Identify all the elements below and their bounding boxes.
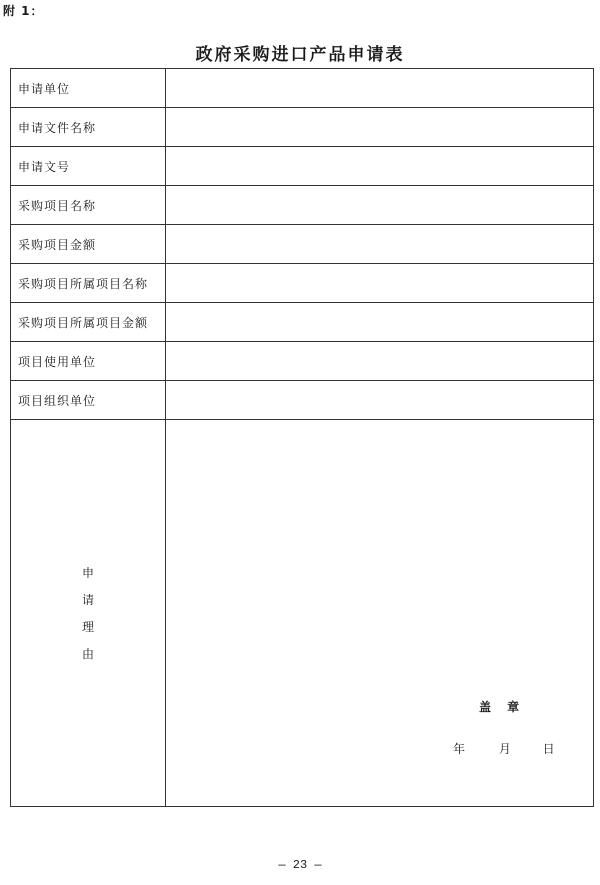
page-number: — 23 — bbox=[278, 858, 322, 872]
date-line bbox=[453, 740, 555, 757]
application-reason-field[interactable] bbox=[166, 420, 594, 807]
form-row bbox=[11, 264, 594, 303]
field-label: 项目组织单位 bbox=[11, 381, 166, 420]
field-label: 采购项目金额 bbox=[11, 225, 166, 264]
reason-label-char: 申 bbox=[81, 566, 94, 580]
parent-project-name-field[interactable] bbox=[166, 264, 594, 303]
project-user-unit-field[interactable] bbox=[166, 342, 594, 381]
year-label: 年 bbox=[453, 742, 466, 756]
procurement-project-amount-field[interactable] bbox=[166, 225, 594, 264]
reason-label-char: 理 bbox=[81, 620, 94, 634]
reason-label-char: 请 bbox=[81, 593, 94, 607]
project-organizer-unit-field[interactable] bbox=[166, 381, 594, 420]
field-label: 申请文件名称 bbox=[11, 108, 166, 147]
field-label: 申请文号 bbox=[11, 147, 166, 186]
form-row bbox=[11, 225, 594, 264]
application-document-name-field[interactable] bbox=[166, 108, 594, 147]
field-label: 申请单位 bbox=[11, 69, 166, 108]
procurement-project-name-field[interactable] bbox=[166, 186, 594, 225]
form-title: 政府采购进口产品申请表 bbox=[195, 45, 405, 65]
field-label: 采购项目名称 bbox=[11, 186, 166, 225]
day-label: 日 bbox=[542, 742, 555, 756]
form-row bbox=[11, 186, 594, 225]
application-form-table bbox=[10, 68, 594, 807]
form-row bbox=[11, 303, 594, 342]
reason-row bbox=[11, 420, 594, 807]
form-row bbox=[11, 147, 594, 186]
application-document-number-field[interactable] bbox=[166, 147, 594, 186]
month-label: 月 bbox=[498, 742, 511, 756]
attachment-label: 附 1： bbox=[3, 4, 44, 18]
reason-label-char: 由 bbox=[81, 647, 94, 661]
stamp-label: 盖 章 bbox=[479, 700, 520, 714]
field-label: 采购项目所属项目名称 bbox=[11, 264, 166, 303]
reason-label bbox=[11, 420, 166, 807]
form-row bbox=[11, 381, 594, 420]
applicant-unit-field[interactable] bbox=[166, 69, 594, 108]
form-row bbox=[11, 342, 594, 381]
field-label: 项目使用单位 bbox=[11, 342, 166, 381]
parent-project-amount-field[interactable] bbox=[166, 303, 594, 342]
form-row bbox=[11, 69, 594, 108]
form-row bbox=[11, 108, 594, 147]
field-label: 采购项目所属项目金额 bbox=[11, 303, 166, 342]
